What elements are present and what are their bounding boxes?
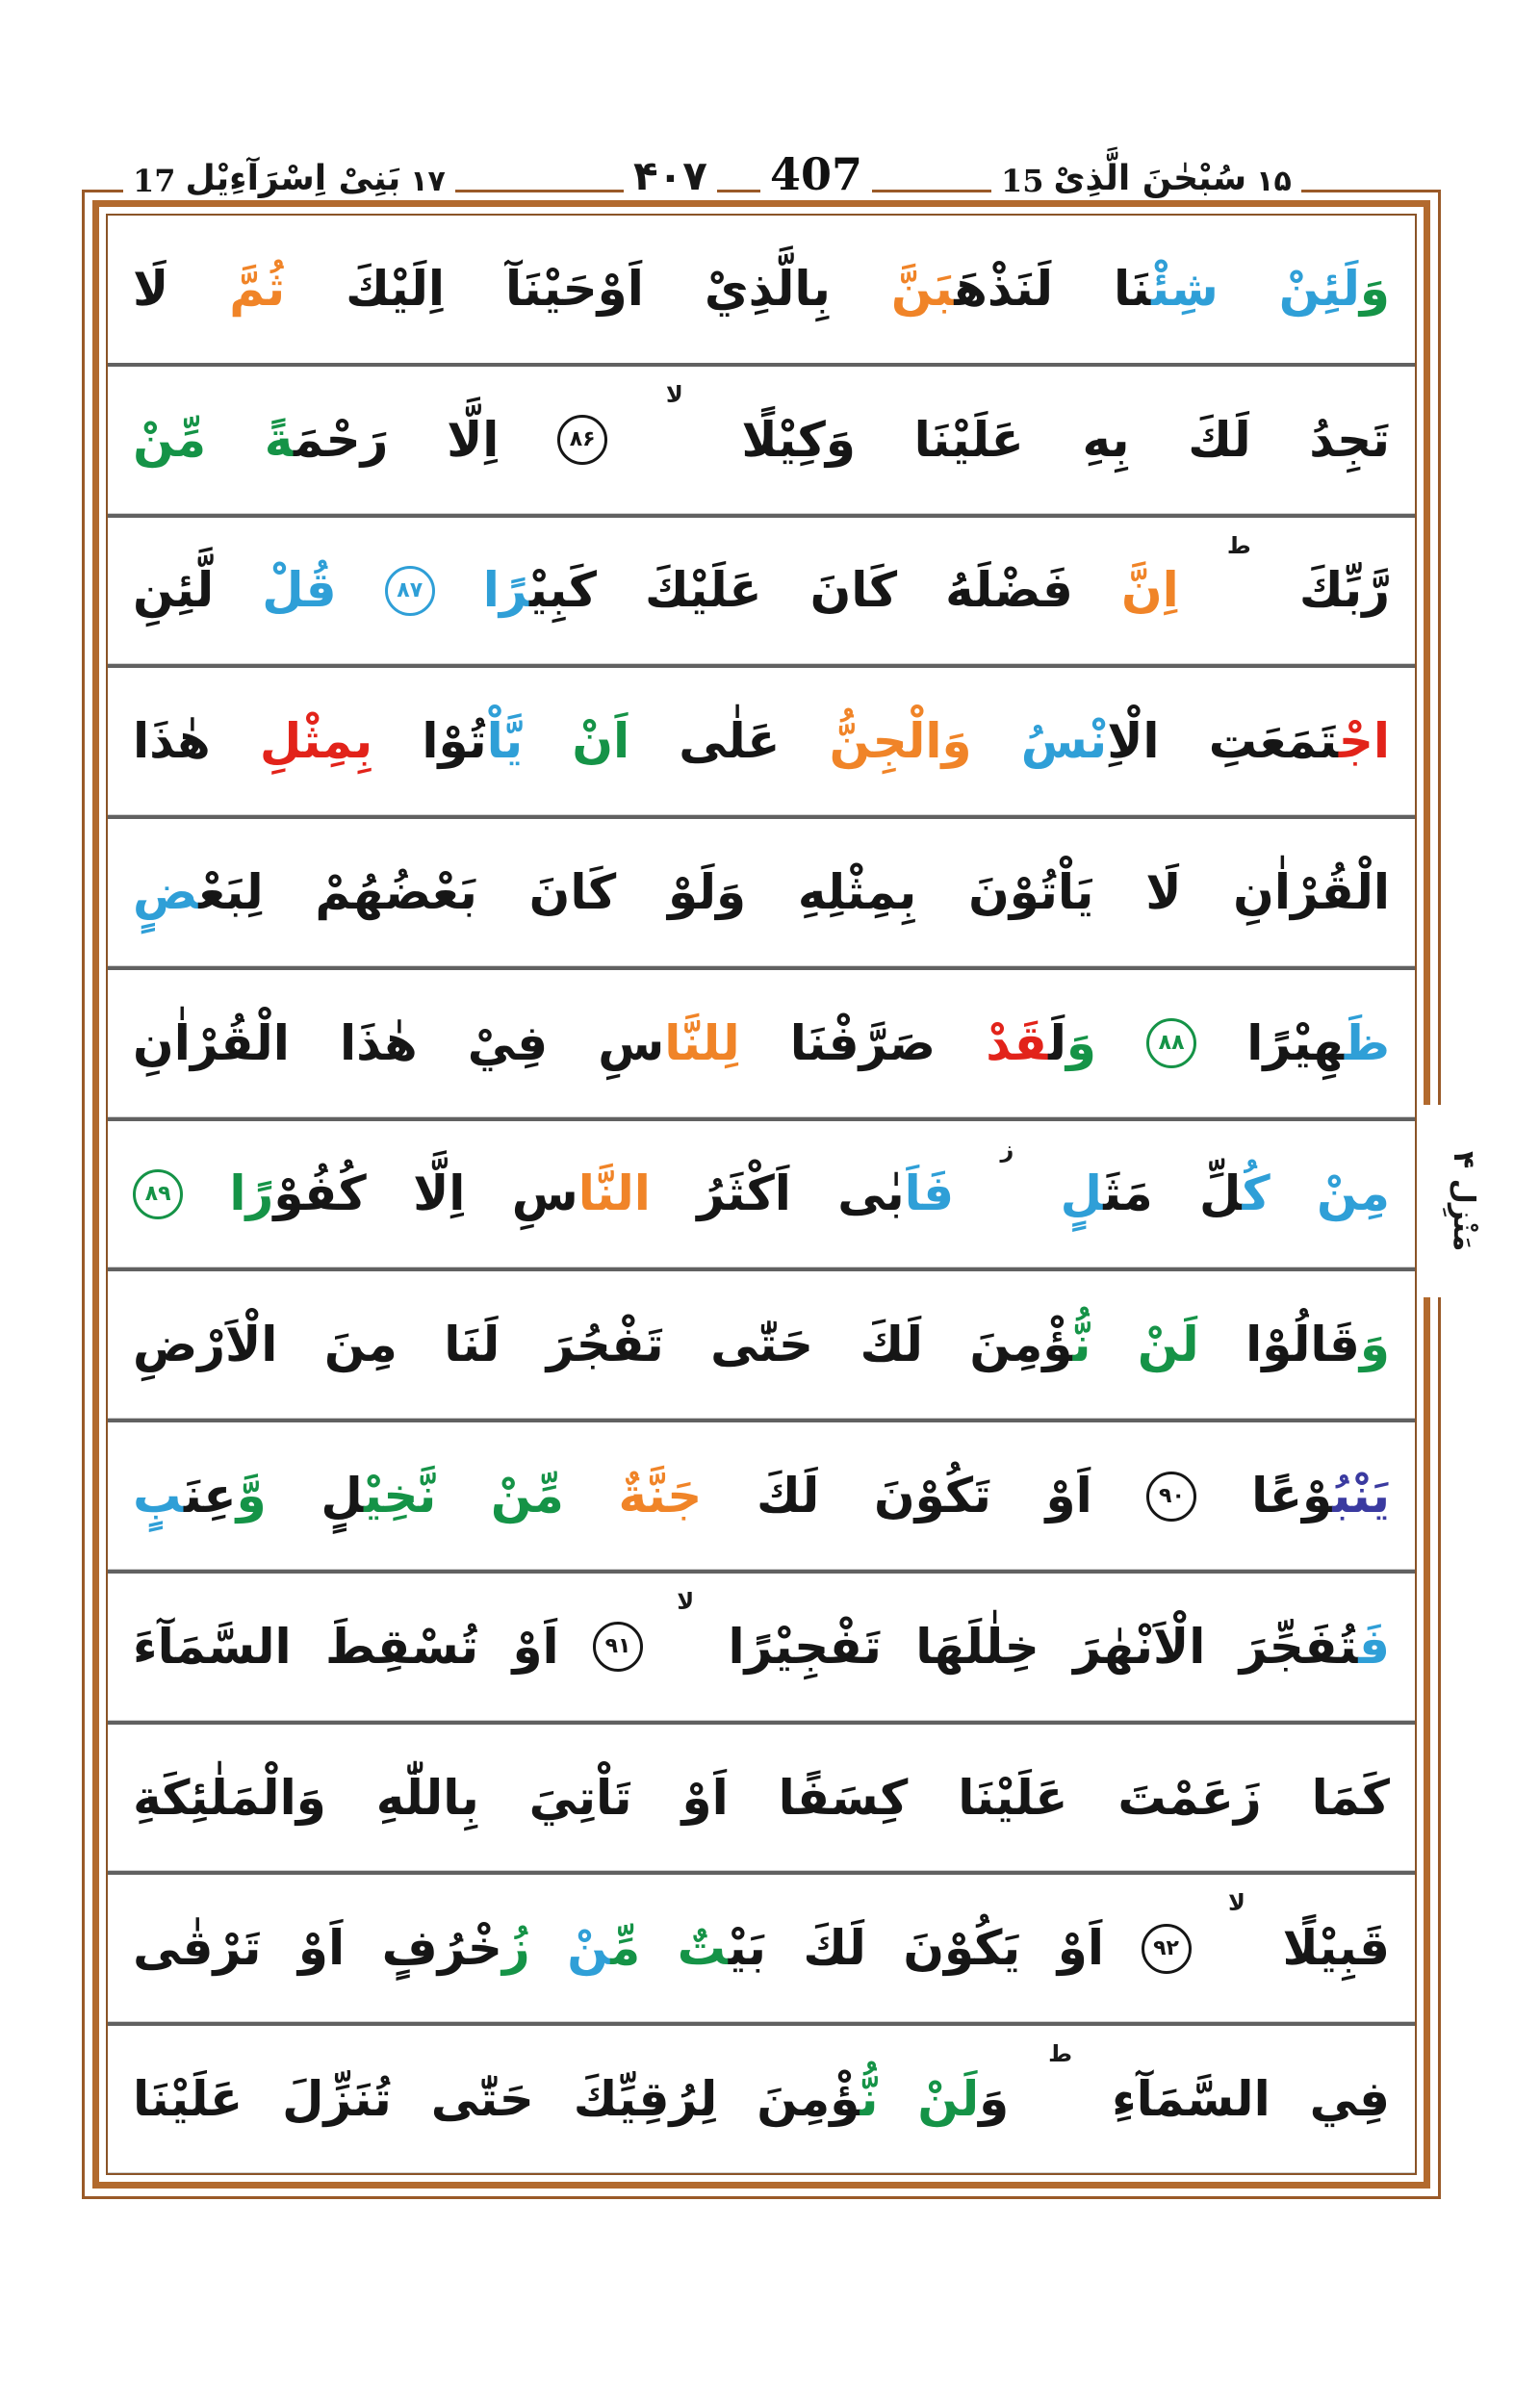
quran-word: مِّنْ (133, 411, 207, 468)
surah-number-east-right: ۱۵ (1256, 165, 1292, 198)
quran-word: كُفُوْرًا (229, 1165, 367, 1222)
quran-word: لَنَا (444, 1317, 500, 1373)
quran-word: تَرْقٰى (133, 1920, 262, 1977)
quran-word: قَبِيْلًا (1282, 1920, 1390, 1977)
quran-word: النَّاسِ (511, 1165, 651, 1222)
quran-word: لَنْ (1137, 1317, 1199, 1373)
quran-word: كَانَ (809, 562, 898, 619)
waqf-mark: ط (1226, 531, 1251, 559)
quran-word: ثُمَّ (229, 260, 286, 317)
verse-marker: ۹۲ (1142, 1924, 1192, 1974)
quran-word: لَكَ (1188, 411, 1251, 468)
quran-word: كَمَا (1311, 1769, 1390, 1826)
quran-word: تَكُوْنَ (874, 1468, 991, 1523)
quran-word: كَبِيْرًا (482, 562, 597, 619)
quran-word: اَكْثَرُ (697, 1165, 791, 1222)
quran-line (108, 1267, 1415, 1419)
page-frame-outer (82, 190, 1441, 2199)
quran-line (108, 966, 1415, 1117)
quran-word: عَلٰى (679, 713, 781, 770)
quran-word: تَفْجِيْرًا (728, 1618, 882, 1675)
quran-line (108, 1117, 1415, 1268)
quran-word: مِنَ (323, 1317, 398, 1373)
quran-word: حَتّٰى (430, 2071, 534, 2128)
quran-word: اَوْ (1057, 1920, 1104, 1977)
waqf-mark: لا (665, 380, 683, 408)
quran-word: نُّؤْمِنَ (757, 2071, 879, 2128)
surah-number-east-left: ۱۷ (410, 165, 446, 198)
quran-word: اَوْ (512, 1618, 559, 1675)
quran-line (108, 2022, 1415, 2173)
quran-word: فِي (1309, 2071, 1390, 2128)
quran-word: فَتُفَجِّرَ (1239, 1618, 1390, 1675)
page-number-western: 407 (760, 144, 872, 196)
quran-word: الْاِنْسُ (1020, 713, 1160, 770)
verse-marker: ۸۷ (385, 566, 435, 616)
quran-word: كُلِّ (1199, 1165, 1270, 1222)
quran-word: فِيْ (467, 1014, 549, 1071)
quran-word: عَلَيْنَا (133, 2071, 244, 2128)
quran-word: زَعَمْتَ (1117, 1769, 1262, 1826)
quran-word: صَرَّفْنَا (789, 1014, 937, 1071)
quran-word: السَّمَآءِ (1112, 2071, 1270, 2128)
quran-word: الْقُرْاٰنِ (1233, 863, 1390, 920)
quran-word: تُسْقِطَ (324, 1618, 479, 1675)
quran-word: لَكَ (756, 1468, 820, 1523)
quran-word: وَلَوْ (667, 863, 747, 920)
quran-line (108, 815, 1415, 966)
quran-line (108, 514, 1415, 665)
quran-word: زُخْرُفٍ (381, 1920, 530, 1977)
quran-line (108, 1419, 1415, 1570)
quran-word: لَّئِنِ (133, 562, 215, 619)
quran-word: اِلَيْكَ (346, 260, 446, 317)
quran-word: هٰذَا (339, 1014, 418, 1071)
quran-word: كِسَفًا (778, 1769, 909, 1826)
quran-word: وَّعِنَبٍ (133, 1468, 267, 1523)
quran-word: تَاْتِيَ (528, 1769, 632, 1826)
quran-word: الْاَرْضِ (133, 1317, 278, 1373)
quran-word: فَضْلَهُ (945, 562, 1073, 619)
quran-line (108, 1871, 1415, 2022)
quran-word: عَلَيْكَ (644, 562, 762, 619)
quran-word: لَا (1145, 863, 1182, 920)
quran-word: خِلٰلَهَا (915, 1618, 1040, 1675)
quran-word: نَّخِيْلٍ (321, 1468, 437, 1523)
quran-word: يَّاْتُوْا (422, 713, 524, 770)
quran-word: حَتّٰى (710, 1317, 814, 1373)
quran-word: بَيْتٌ (677, 1920, 766, 1977)
surah-name-left: بَنِیْ اِسْرَآءِیْل (185, 159, 401, 198)
surah-number-west-right: 15 (1001, 163, 1044, 199)
header-surah-left (123, 144, 455, 199)
quran-word: ظَهِيْرًا (1246, 1014, 1390, 1071)
quran-word: الْاَنْهٰرَ (1073, 1618, 1206, 1675)
quran-word: يَنْبُوْعًا (1251, 1468, 1390, 1523)
quran-word: تَفْجُرَ (546, 1317, 664, 1373)
quran-word: اَنْ (572, 713, 630, 770)
quran-word: اَوْ (297, 1920, 346, 1977)
quran-line (108, 664, 1415, 815)
quran-word: مَثَلٍ (1060, 1165, 1153, 1222)
quran-word: اَوْحَيْنَآ (505, 260, 644, 317)
quran-word: مِّنْ (490, 1468, 564, 1523)
quran-word: تُنَزِّلَ (282, 2071, 392, 2128)
quran-word: تَجِدُ (1309, 411, 1390, 468)
quran-word: الْقُرْاٰنِ (133, 1014, 290, 1071)
waqf-mark: لا (677, 1587, 695, 1615)
verse-marker: ۹۱ (593, 1622, 643, 1672)
quran-word: وَالْجِنُّ (829, 713, 972, 770)
verse-marker: ۸۸ (1146, 1018, 1196, 1068)
quran-word: اَوْ (681, 1769, 729, 1826)
verse-marker: ۹۰ (1146, 1472, 1196, 1522)
quran-word: رَحْمَةً (264, 411, 389, 468)
surah-name-right: سُبْحٰنَ الَّذِیْ (1053, 159, 1247, 198)
manzil-label: مَنْزِل ۴ (1419, 1105, 1507, 1297)
quran-word: وَلَقَدْ (986, 1014, 1096, 1071)
waqf-mark: ز (1000, 1135, 1014, 1163)
quran-word: قُلْ (262, 562, 337, 619)
quran-word: لَكَ (860, 1317, 923, 1373)
quran-word: مِنْ (1317, 1165, 1390, 1222)
quran-word: يَاْتُوْنَ (968, 863, 1094, 920)
quran-word: لِلنَّاسِ (598, 1014, 740, 1071)
quran-word: مِّنْ (567, 1920, 641, 1977)
waqf-mark: ط (1048, 2040, 1073, 2068)
quran-word: لَا (133, 260, 169, 317)
quran-word: وَالْمَلٰئِكَةِ (133, 1769, 326, 1826)
quran-word: بِمِثْلِهِ (797, 863, 917, 920)
quran-word: وَلَنْ (917, 2071, 1010, 2128)
quran-word: وَقَالُوْا (1245, 1317, 1390, 1373)
quran-word: اِنَّ (1120, 562, 1179, 619)
quran-word: اِلَّا (447, 411, 500, 468)
quran-word: بِهِ (1082, 411, 1130, 468)
quran-word: اِلَّا (413, 1165, 466, 1222)
quran-word: وَكِيْلًا (741, 411, 856, 468)
quran-word: يَكُوْنَ (903, 1920, 1021, 1977)
quran-word: بِالَّذِيْ (704, 260, 831, 317)
quran-word: كَانَ (528, 863, 617, 920)
quran-word: لَكَ (803, 1920, 866, 1977)
page-number-eastern: ۴۰۷ (624, 144, 717, 196)
quran-word: بِاللّٰهِ (375, 1769, 479, 1826)
verse-marker: ۸۹ (133, 1169, 183, 1219)
page-frame-thick-border (92, 200, 1430, 2189)
quran-word: شِئْنَا (1113, 260, 1219, 317)
waqf-mark: لا (1228, 1889, 1245, 1917)
quran-line (108, 363, 1415, 514)
quran-word: عَلَيْنَا (913, 411, 1024, 468)
quran-word: بَعْضُهُمْ (315, 863, 477, 920)
quran-word: لَنَذْهَبَنَّ (890, 260, 1053, 317)
header-surah-right (991, 144, 1301, 199)
quran-word: نُّؤْمِنَ (969, 1317, 1091, 1373)
quran-line (108, 1570, 1415, 1721)
quran-word: اَوْ (1045, 1468, 1092, 1523)
quran-line (108, 1721, 1415, 1872)
quran-lines (106, 214, 1417, 2175)
quran-word: جَنَّةٌ (618, 1468, 703, 1523)
quran-line (108, 216, 1415, 363)
quran-word: لِرُقِيِّكَ (573, 2071, 718, 2128)
surah-number-west-left: 17 (133, 163, 176, 199)
quran-word: لِبَعْضٍ (133, 863, 264, 920)
quran-word: السَّمَآءَ (133, 1618, 292, 1675)
quran-word: فَاَبٰى (837, 1165, 955, 1222)
verse-marker: ۸۶ (557, 415, 607, 465)
quran-word: عَلَيْنَا (958, 1769, 1068, 1826)
quran-word: هٰذَا (133, 713, 211, 770)
quran-word: رَّبِّكَ (1298, 562, 1390, 619)
quran-word: بِمِثْلِ (259, 713, 373, 770)
quran-word: وَلَئِنْ (1278, 260, 1390, 317)
quran-word: اجْتَمَعَتِ (1208, 713, 1390, 770)
